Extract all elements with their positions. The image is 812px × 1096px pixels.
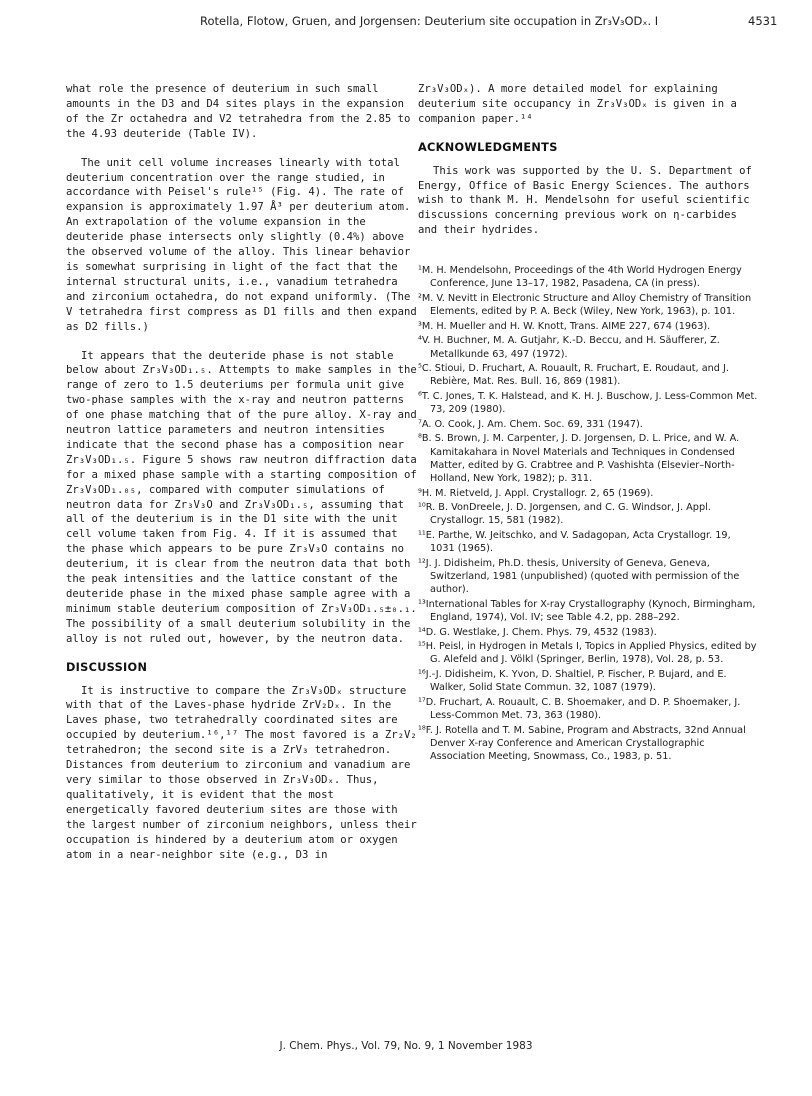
running-head: Rotella, Flotow, Gruen, and Jorgensen: Deuterium site occupation in Zr₃V₃ODₓ. I [200,14,659,28]
reference-item: ¹⁰R. B. VonDreele, J. D. Jorgensen, and C. G. Windsor, J. Appl. Crystallogr. 15, 581 (1982). [418,502,711,527]
reference-item: ⁹H. M. Rietveld, J. Appl. Crystallogr. 2, 65 (1969). [418,487,654,499]
reference-item: ¹M. H. Mendelsohn, Proceedings of the 4th World Hydrogen Energy Conference, June 13–17, 1982, Pasadena, CA (in press). [418,265,742,290]
page-number: 4531 [748,14,778,28]
reference-item: ⁷A. O. Cook, J. Am. Chem. Soc. 69, 331 (1947). [418,418,643,430]
reference-item: ⁸B. S. Brown, J. M. Carpenter, J. D. Jorgensen, D. L. Price, and W. A. Kamitakahara in Novel Materials and Techniques in Condensed Matter, edited by G. Crabtree and P. Vashishta (Elsevier–North-Holland, New York, 1982); p. 311. [418,433,740,484]
paragraph-companion-paper: Zr₃V₃ODₓ). A more detailed model for explaining deuterium site occupancy in Zr₃V₃ODₓ is given in a companion paper.¹⁴ [418,83,737,125]
reference-item: ³M. H. Mueller and H. W. Knott, Trans. AIME 227, 674 (1963). [418,320,711,332]
reference-item: ¹²J. J. Didisheim, Ph.D. thesis, University of Geneva, Geneva, Switzerland, 1981 (unpublished) (quoted with permission of the author). [418,557,740,596]
reference-item: ¹⁷D. Fruchart, A. Rouault, C. B. Shoemaker, and D. P. Shoemaker, J. Less-Common Met. 73, 363 (1980). [418,696,741,721]
paragraph-deuteride-stability: It appears that the deuteride phase is not stable below about Zr₃V₃OD₁.₅. Attempts to make samples in the range of zero to 1.5 deuteriums per formula unit give two-phase samples with the x-ray and neutron patterns of one phase matching that of the pure alloy. X-ray and neutron lattice parameters and neutron intensities indicate that the second phase has a composition near Zr₃V₃OD₁.₅. Figure 5 shows raw neutron diffraction data for a mixed phase sample with a starting composition of Zr₃V₃OD₁.₀₅, compared with computer simulations of neutron data for Zr₃V₃O and Zr₃V₃OD₁.₅, assuming that all of the deuterium is in the D1 site with the unit cell volume taken from Fig. 4. If it is assumed that the phase which appears to be pure Zr₃V₃O contains no deuterium, it is clear from the neutron data that both the peak intensities and the lattice constant of the deuteride phase in the mixed phase sample agree with a minimum stable deuterium composition of Zr₃V₃OD₁.₅±₀.₁. The possibility of a small deuterium solubility in the alloy is not ruled out, however, by the neutron data. [66,349,417,645]
paragraph-continuation: what role the presence of deuterium in such small amounts in the D3 and D4 sites plays in the expansion of the Zr octahedra and V2 tetrahedra from the 2.85 to the 4.93 deuteride (Table IV). [66,83,411,140]
discussion-heading: DISCUSSION [66,660,148,674]
reference-item: ¹¹E. Parthe, W. Jeitschko, and V. Sadagopan, Acta Crystallogr. 19, 1031 (1965). [418,529,731,555]
paragraph-discussion: It is instructive to compare the Zr₃V₃ODₓ structure with that of the Laves-phase hydride ZrV₂Dₓ. In the Laves phase, two tetrahedrally coordinated sites are occupied by deuterium.¹⁶,¹⁷ The most favored is a Zr₂V₂ tetrahedron; the second site is a ZrV₃ tetrahedron. Distances from deuterium to zirconium and vanadium are very similar to those observed in Zr₃V₃ODₓ. Thus, qualitatively, it is evident that the most energetically favored deuterium sites are those with the largest number of zirconium neighbors, unless their occupation is hindered by a deuterium atom or oxygen atom in a near-neighbor site (e.g., D3 in [66,684,417,861]
reference-item: ¹⁸F. J. Rotella and T. M. Sabine, Program and Abstracts, 32nd Annual Denver X-ray Conference and American Crystallographic Association Meeting, Snowmass, Co., 1983, p. 51. [418,724,746,762]
journal-citation-footer: J. Chem. Phys., Vol. 79, No. 9, 1 November 1983 [279,1040,533,1052]
reference-item: ⁶T. C. Jones, T. K. Halstead, and K. H. J. Buschow, J. Less-Common Met. 73, 209 (1980). [418,390,758,416]
right-column [418,82,758,765]
reference-item: ¹⁴D. G. Westlake, J. Chem. Phys. 79, 4532 (1983). [418,626,657,638]
acknowledgments-heading: ACKNOWLEDGMENTS [418,140,558,154]
reference-item: ¹⁵H. Peisl, in Hydrogen in Metals I, Topics in Applied Physics, edited by G. Alefeld and J. Völkl (Springer, Berlin, 1978), Vol. 28, p. 53. [418,641,757,666]
reference-item: ⁵C. Stioui, D. Fruchart, A. Rouault, R. Fruchart, E. Roudaut, and J. Rebière, Mat. Res. Bull. 16, 869 (1981). [418,363,729,388]
reference-item: ¹⁶J.-J. Didisheim, K. Yvon, D. Shaltiel, P. Fischer, P. Bujard, and E. Walker, Solid State Commun. 32, 1087 (1979). [418,668,727,694]
reference-list [418,264,758,763]
reference-item: ²M. V. Nevitt in Electronic Structure and Alloy Chemistry of Transition Elements, edited by P. A. Beck (Wiley, New York, 1963), p. 101. [418,292,752,318]
acknowledgments-text: This work was supported by the U. S. Department of Energy, Office of Basic Energy Sciences. The authors wish to thank M. H. Mendelsohn for useful scientific discussions concerning previous work on η-carbides and their hydrides. [418,164,752,237]
reference-item: ⁴V. H. Buchner, M. A. Gutjahr, K.-D. Beccu, and H. Säufferer, Z. Metallkunde 63, 497 (1972). [418,335,720,360]
left-column [66,82,418,862]
paragraph-unit-cell-volume: The unit cell volume increases linearly with total deuterium concentration over the range studied, in accordance with Peisel's rule¹⁵ (Fig. 4). The rate of expansion is approximately 1.97 Å³ per deuterium atom. An extrapolation of the volume expansion in the deuteride phase intersects only slightly (0.4%) above the observed volume of the alloy. This linear behavior is somewhat surprising in light of the fact that the internal structural units, i.e., vanadium tetrahedra and zirconium octahedra, do not expand uniformly. (The V tetrahedra first compress as D1 fills and then expand as D2 fills.) [66,156,417,333]
reference-item: ¹³International Tables for X-ray Crystallography (Kynoch, Birmingham, England, 1974), Vol. IV; see Table 4.2, pp. 288–292. [418,598,756,623]
